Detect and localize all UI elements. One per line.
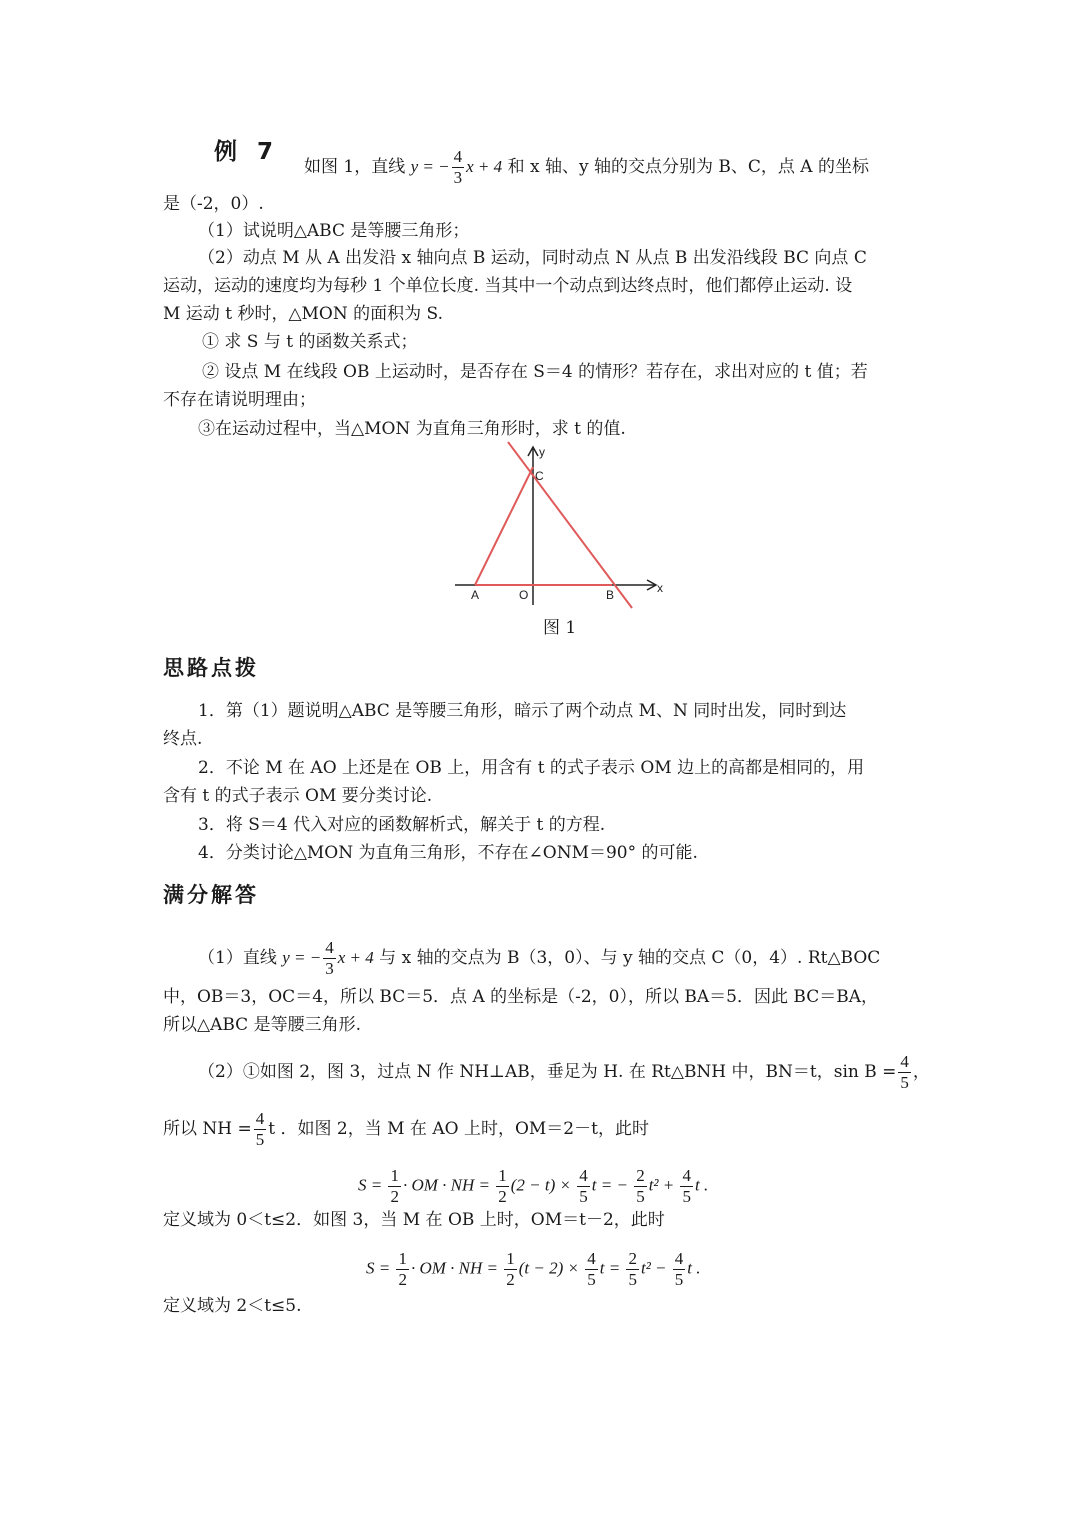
frac-den: 2: [390, 1187, 399, 1206]
frac-den: 5: [636, 1187, 645, 1206]
line-ac: [475, 467, 533, 585]
fraction: [254, 1109, 267, 1150]
frac-den: 2: [506, 1270, 515, 1289]
fraction: [626, 1249, 639, 1290]
problem-intro-3: 是（-2，0）.: [163, 194, 264, 214]
hint-2-line-2: 含有 t 的式子表示 OM 要分类讨论.: [163, 786, 433, 806]
label-b: B: [606, 588, 615, 602]
a1-pre: （1）直线: [198, 948, 277, 968]
question-1: （1）试说明△ABC 是等腰三角形；: [198, 221, 470, 241]
a3-post: t ．如图 2，当 M 在 AO 上时，OM＝2－t，此时: [268, 1119, 649, 1139]
frac-num: 4: [900, 1052, 909, 1071]
hints-title: 思路点拨: [163, 656, 259, 680]
frac-den: 5: [587, 1270, 596, 1289]
equation-1: [358, 1166, 708, 1207]
frac-num: 4: [682, 1166, 691, 1185]
frac-num: 4: [579, 1166, 588, 1185]
frac-den: 5: [579, 1187, 588, 1206]
fraction: [504, 1249, 517, 1290]
equation-2: [366, 1249, 701, 1290]
eq2-a: S =: [366, 1258, 391, 1278]
eq1-c: (2 − t) ×: [510, 1175, 572, 1195]
eq2-f: t .: [687, 1258, 701, 1278]
frac-den: 5: [628, 1270, 637, 1289]
frac-num: 1: [498, 1166, 507, 1185]
label-c: C: [535, 469, 544, 483]
a1-eq-post: x + 4: [337, 948, 374, 967]
label-y: y: [539, 445, 545, 459]
fraction: [898, 1052, 911, 1093]
fraction: [585, 1249, 598, 1290]
a2-end: ，: [912, 1062, 930, 1082]
subquestion-2-line-1: ② 设点 M 在线段 OB 上运动时，是否存在 S＝4 的情形？若存在，求出对应的 t 值；若: [202, 362, 868, 382]
frac-num: 1: [506, 1249, 515, 1268]
fraction: [577, 1166, 590, 1207]
frac-den: 5: [682, 1187, 691, 1206]
hint-2-line-1: 2．不论 M 在 AO 上还是在 OB 上，用含有 t 的式子表示 OM 边上的高都是相同的，用: [198, 758, 865, 778]
fraction: [673, 1249, 686, 1290]
hint-3: 3．将 S＝4 代入对应的函数解析式，解关于 t 的方程.: [198, 815, 606, 835]
hint-1-line-1: 1．第（1）题说明△ABC 是等腰三角形，暗示了两个动点 M、N 同时出发，同时到达: [198, 701, 847, 721]
subquestion-3: ③在运动过程中，当△MON 为直角三角形时，求 t 的值.: [198, 419, 626, 439]
problem-intro: [304, 147, 869, 188]
frac-den: 5: [674, 1270, 684, 1289]
answer-1-line-3: 所以△ABC 是等腰三角形.: [163, 1015, 361, 1035]
frac-den: 3: [325, 959, 334, 978]
frac-num: 1: [398, 1249, 407, 1268]
figure-caption: 图 1: [543, 618, 577, 638]
eq2-d: t =: [599, 1258, 621, 1278]
fraction: [396, 1249, 409, 1290]
solution-title: 满分解答: [163, 883, 259, 907]
label-x: x: [657, 581, 663, 595]
subquestion-2-line-2: 不存在请说明理由；: [163, 390, 316, 410]
intro-text: 如图 1，直线: [304, 157, 406, 177]
eq2-c: (t − 2) ×: [518, 1258, 580, 1278]
line-eq-post: x + 4: [466, 157, 503, 176]
frac-num: 2: [636, 1166, 645, 1185]
frac-den: 3: [453, 168, 463, 187]
domain-2: 定义域为 2＜t≤5.: [163, 1296, 302, 1316]
fraction: [496, 1166, 509, 1207]
eq2-e: t² −: [640, 1258, 667, 1278]
eq2-b: · OM · NH =: [410, 1258, 499, 1278]
eq1-b: · OM · NH =: [402, 1175, 491, 1195]
frac-num: 4: [325, 938, 334, 957]
line-eq-pre: y = −: [410, 157, 450, 176]
a3-pre: 所以 NH =: [163, 1119, 252, 1139]
fraction: [323, 938, 336, 979]
frac-num: 4: [453, 147, 463, 166]
frac-den: 5: [900, 1073, 909, 1092]
frac-num: 4: [587, 1249, 596, 1268]
label-o: O: [519, 588, 529, 602]
fraction: [634, 1166, 647, 1207]
intro-text-2: 和 x 轴、y 轴的交点分别为 B、C，点 A 的坐标: [507, 157, 869, 177]
line-bc: [508, 442, 632, 608]
question-2-line-3: M 运动 t 秒时，△MON 的面积为 S.: [163, 304, 443, 324]
frac-den: 2: [498, 1187, 507, 1206]
eq1-a: S =: [358, 1175, 383, 1195]
subquestion-1: ① 求 S 与 t 的函数关系式；: [202, 332, 418, 352]
fraction: [680, 1166, 693, 1207]
a1-post: 与 x 轴的交点为 B（3，0）、与 y 轴的交点 C（0，4）. Rt△BOC: [379, 948, 881, 968]
frac-num: 4: [255, 1109, 265, 1128]
eq1-e: t² +: [648, 1175, 675, 1195]
hint-1-line-2: 终点.: [163, 729, 203, 749]
eq1-d: t = −: [591, 1175, 628, 1195]
eq1-f: t .: [694, 1175, 709, 1195]
hint-4: 4．分类讨论△MON 为直角三角形，不存在∠ONM＝90° 的可能.: [198, 843, 698, 863]
question-2-line-2: 运动，运动的速度均为每秒 1 个单位长度. 当其中一个动点到达终点时，他们都停止运动. 设: [163, 276, 853, 296]
answer-2-line-1: [198, 1052, 930, 1093]
fraction: [388, 1166, 401, 1207]
frac-den: 5: [255, 1130, 265, 1149]
frac-num: 1: [390, 1166, 399, 1185]
label-a: A: [471, 588, 480, 602]
example-label: 例 7: [214, 139, 280, 165]
figure-1: [440, 440, 680, 620]
a1-eq-pre: y = −: [282, 948, 322, 967]
frac-num: 2: [628, 1249, 637, 1268]
fraction: [452, 147, 465, 188]
answer-2-line-2: [163, 1109, 649, 1150]
frac-den: 2: [398, 1270, 407, 1289]
answer-1-line-1: [198, 938, 880, 979]
answer-1-line-2: 中，OB＝3，OC＝4，所以 BC＝5．点 A 的坐标是（-2，0），所以 BA＝5．因此 BC＝BA，: [163, 987, 878, 1007]
a2-pre: （2）①如图 2，图 3，过点 N 作 NH⊥AB，垂足为 H. 在 Rt△BNH 中，BN＝t，sin B =: [198, 1062, 897, 1082]
domain-1: 定义域为 0＜t≤2．如图 3，当 M 在 OB 上时，OM＝t－2，此时: [163, 1210, 665, 1230]
frac-num: 4: [674, 1249, 684, 1268]
question-2-line-1: （2）动点 M 从 A 出发沿 x 轴向点 B 运动，同时动点 N 从点 B 出发沿线段 BC 向点 C: [198, 248, 867, 268]
